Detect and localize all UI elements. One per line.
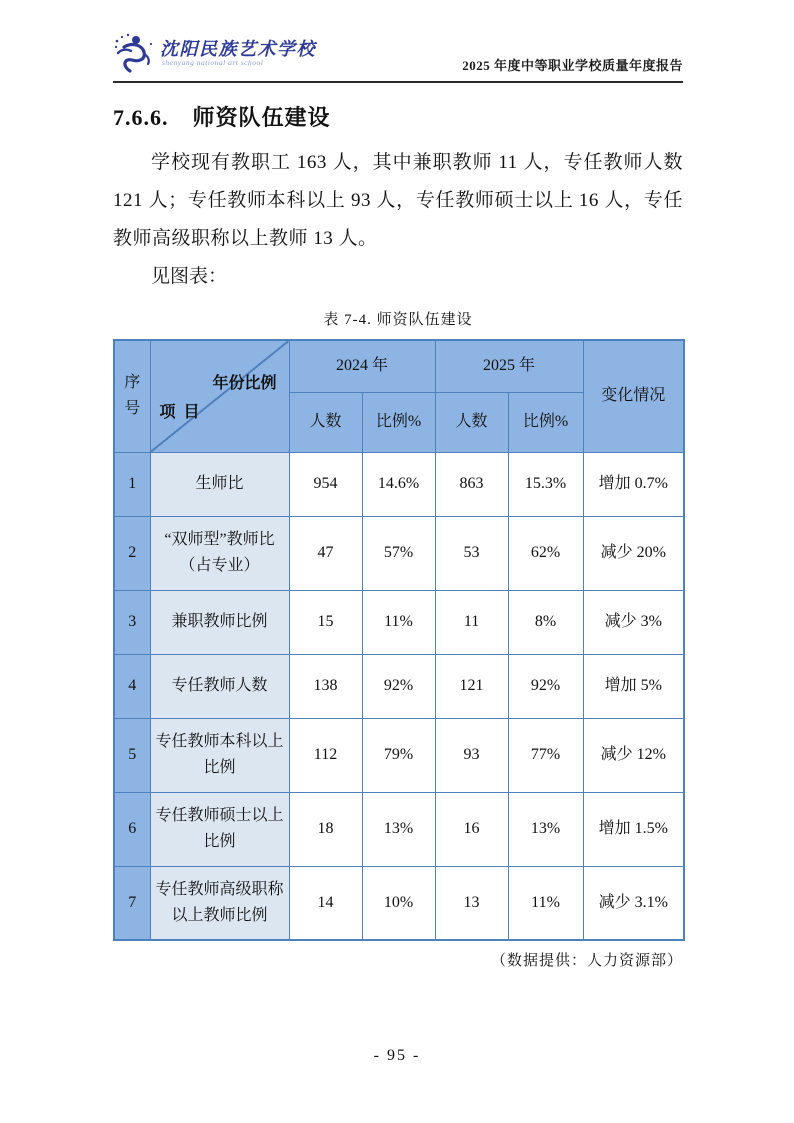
page-number: - 95 - [373,1047,421,1064]
header-2024-ratio: 比例% [362,392,435,452]
cell-2025-count: 11 [435,590,508,654]
cell-2025-ratio: 92% [508,654,583,718]
document-header [113,0,683,83]
school-logo [113,32,316,74]
header-year-2025: 2025 年 [435,340,583,392]
table-row [114,792,684,866]
cell-2025-count: 13 [435,866,508,940]
cell-2025-count: 93 [435,718,508,792]
cell-index: 2 [114,516,150,590]
cell-2024-count: 15 [289,590,362,654]
cell-change: 减少 20% [583,516,684,590]
cell-item: 兼职教师比例 [150,590,289,654]
header-2024-count: 人数 [289,392,362,452]
cell-change: 减少 3% [583,590,684,654]
cell-change: 增加 0.7% [583,452,684,516]
corner-label-year-ratio: 年份比例 [212,375,277,392]
cell-2025-count: 863 [435,452,508,516]
cell-index: 1 [114,452,150,516]
cell-2024-ratio: 79% [362,718,435,792]
cell-item: 生师比 [150,452,289,516]
teacher-stats-table [113,339,685,941]
cell-2025-ratio: 15.3% [508,452,583,516]
cell-item: 专任教师本科以上比例 [150,718,289,792]
body-paragraph: 学校现有教职工 163 人，其中兼职教师 11 人，专任教师人数 121 人；专任教师本科以上 93 人，专任教师硕士以上 16 人，专任教师高级职称以上教师 13 人。 [113,152,683,249]
cell-2024-count: 954 [289,452,362,516]
cell-change: 增加 1.5% [583,792,684,866]
cell-2025-ratio: 77% [508,718,583,792]
cell-change: 增加 5% [583,654,684,718]
cell-2024-count: 138 [289,654,362,718]
cell-2024-ratio: 11% [362,590,435,654]
cell-index: 6 [114,792,150,866]
header-2025-ratio: 比例% [508,392,583,452]
cell-index: 5 [114,718,150,792]
header-index: 序号 [114,340,150,452]
cell-2025-ratio: 11% [508,866,583,940]
table-row [114,718,684,792]
cell-2025-count: 16 [435,792,508,866]
cell-2024-ratio: 14.6% [362,452,435,516]
cell-2025-ratio: 8% [508,590,583,654]
cell-2024-ratio: 92% [362,654,435,718]
cell-2024-count: 18 [289,792,362,866]
cell-change: 减少 3.1% [583,866,684,940]
corner-label-item: 项 目 [159,403,202,421]
cell-2024-ratio: 10% [362,866,435,940]
cell-item: 专任教师硕士以上比例 [150,792,289,866]
cell-item: 专任教师人数 [150,654,289,718]
section-heading [113,101,683,132]
logo-subtitle: shenyang national art school [162,57,264,67]
cell-index: 3 [114,590,150,654]
cell-item: “双师型”教师比（占专业） [150,516,289,590]
cell-index: 7 [114,866,150,940]
cell-2025-count: 53 [435,516,508,590]
cell-2024-ratio: 13% [362,792,435,866]
dancer-logo-icon [113,32,157,74]
cell-index: 4 [114,654,150,718]
table-caption: 表 7-4. 师资队伍建设 [323,312,473,328]
table-row [114,866,684,940]
logo-title: 沈阳民族艺术学校 [160,38,316,59]
cell-2025-count: 121 [435,654,508,718]
cell-2024-ratio: 57% [362,516,435,590]
see-chart-line: 见图表： [151,266,228,287]
cell-2024-count: 112 [289,718,362,792]
page-content [113,0,683,970]
header-year-2024: 2024 年 [289,340,435,392]
cell-2024-count: 14 [289,866,362,940]
header-change: 变化情况 [583,340,684,452]
table-header-row-1 [114,340,684,392]
table-row [114,590,684,654]
cell-change: 减少 12% [583,718,684,792]
cell-2024-count: 47 [289,516,362,590]
table-row [114,516,684,590]
data-source-note: （数据提供：人力资源部） [490,953,683,969]
logo-text-block [160,40,316,67]
table-row [114,654,684,718]
header-corner-cell [150,340,289,452]
report-title: 2025 年度中等职业学校质量年度报告 [462,58,683,73]
cell-2025-ratio: 13% [508,792,583,866]
section-number: 7.6.6. [113,105,169,130]
cell-2025-ratio: 62% [508,516,583,590]
section-title: 师资队伍建设 [192,105,331,130]
cell-item: 专任教师高级职称以上教师比例 [150,866,289,940]
header-2025-count: 人数 [435,392,508,452]
table-row [114,452,684,516]
